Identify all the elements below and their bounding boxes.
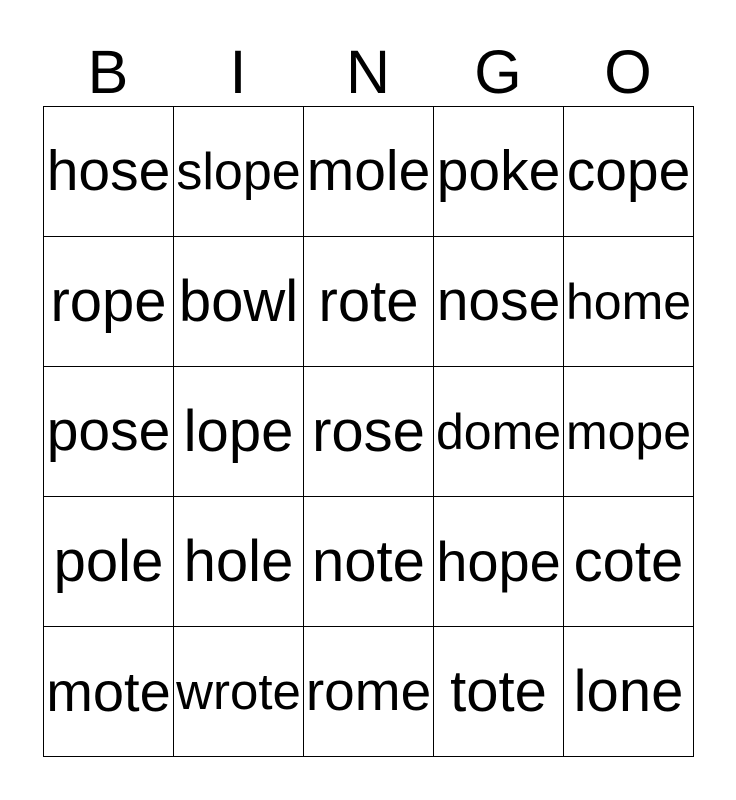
cell-word: mope — [565, 403, 692, 460]
cell-word: slope — [176, 142, 301, 201]
bingo-cell[interactable] — [44, 627, 174, 757]
bingo-cell[interactable] — [434, 497, 564, 627]
bingo-cell[interactable] — [304, 497, 434, 627]
cell-word: rome — [305, 660, 432, 722]
cell-word: nose — [436, 269, 561, 333]
cell-word: dome — [435, 403, 562, 460]
bingo-cell[interactable] — [564, 367, 694, 497]
cell-word: rope — [50, 268, 167, 334]
bingo-cell[interactable] — [564, 627, 694, 757]
bingo-header-letter-g: G — [474, 38, 522, 106]
bingo-cell[interactable] — [434, 237, 564, 367]
cell-word: rote — [318, 268, 419, 334]
bingo-cell[interactable] — [564, 107, 694, 237]
cell-word: rose — [312, 398, 425, 464]
bingo-cell[interactable] — [304, 107, 434, 237]
cell-word: poke — [436, 139, 561, 203]
cell-word: hose — [46, 139, 171, 203]
cell-word: mote — [46, 659, 171, 723]
bingo-header — [43, 38, 693, 106]
bingo-cell[interactable] — [174, 367, 304, 497]
cell-word: pole — [53, 528, 164, 594]
bingo-grid — [43, 106, 694, 757]
cell-word: pose — [46, 399, 171, 463]
bingo-cell[interactable] — [174, 627, 304, 757]
bingo-header-letter-o: O — [604, 38, 652, 106]
cell-word: note — [312, 528, 425, 594]
cell-word: hope — [436, 529, 561, 593]
bingo-cell[interactable] — [44, 367, 174, 497]
bingo-cell[interactable] — [564, 237, 694, 367]
cell-word: hole — [183, 528, 294, 594]
cell-word: cope — [566, 139, 691, 203]
bingo-cell[interactable] — [304, 367, 434, 497]
bingo-cell[interactable] — [44, 497, 174, 627]
cell-word: lone — [573, 658, 684, 724]
bingo-header-letter-b: B — [87, 38, 129, 106]
bingo-cell[interactable] — [434, 367, 564, 497]
cell-word: home — [565, 273, 692, 330]
cell-word: wrote — [176, 663, 301, 720]
cell-word: lope — [183, 398, 294, 464]
bingo-cell[interactable] — [174, 497, 304, 627]
cell-word: tote — [450, 658, 547, 724]
bingo-cell[interactable] — [434, 627, 564, 757]
bingo-cell[interactable] — [304, 237, 434, 367]
bingo-cell[interactable] — [44, 237, 174, 367]
bingo-cell[interactable] — [174, 237, 304, 367]
cell-word: mole — [306, 139, 431, 203]
bingo-cell[interactable] — [174, 107, 304, 237]
bingo-cell[interactable] — [304, 627, 434, 757]
bingo-header-letter-i: I — [229, 38, 247, 106]
bingo-cell[interactable] — [44, 107, 174, 237]
cell-word: bowl — [178, 268, 299, 334]
cell-word: cote — [573, 528, 684, 594]
bingo-cell[interactable] — [434, 107, 564, 237]
bingo-cell[interactable] — [564, 497, 694, 627]
bingo-header-letter-n: N — [345, 38, 391, 106]
